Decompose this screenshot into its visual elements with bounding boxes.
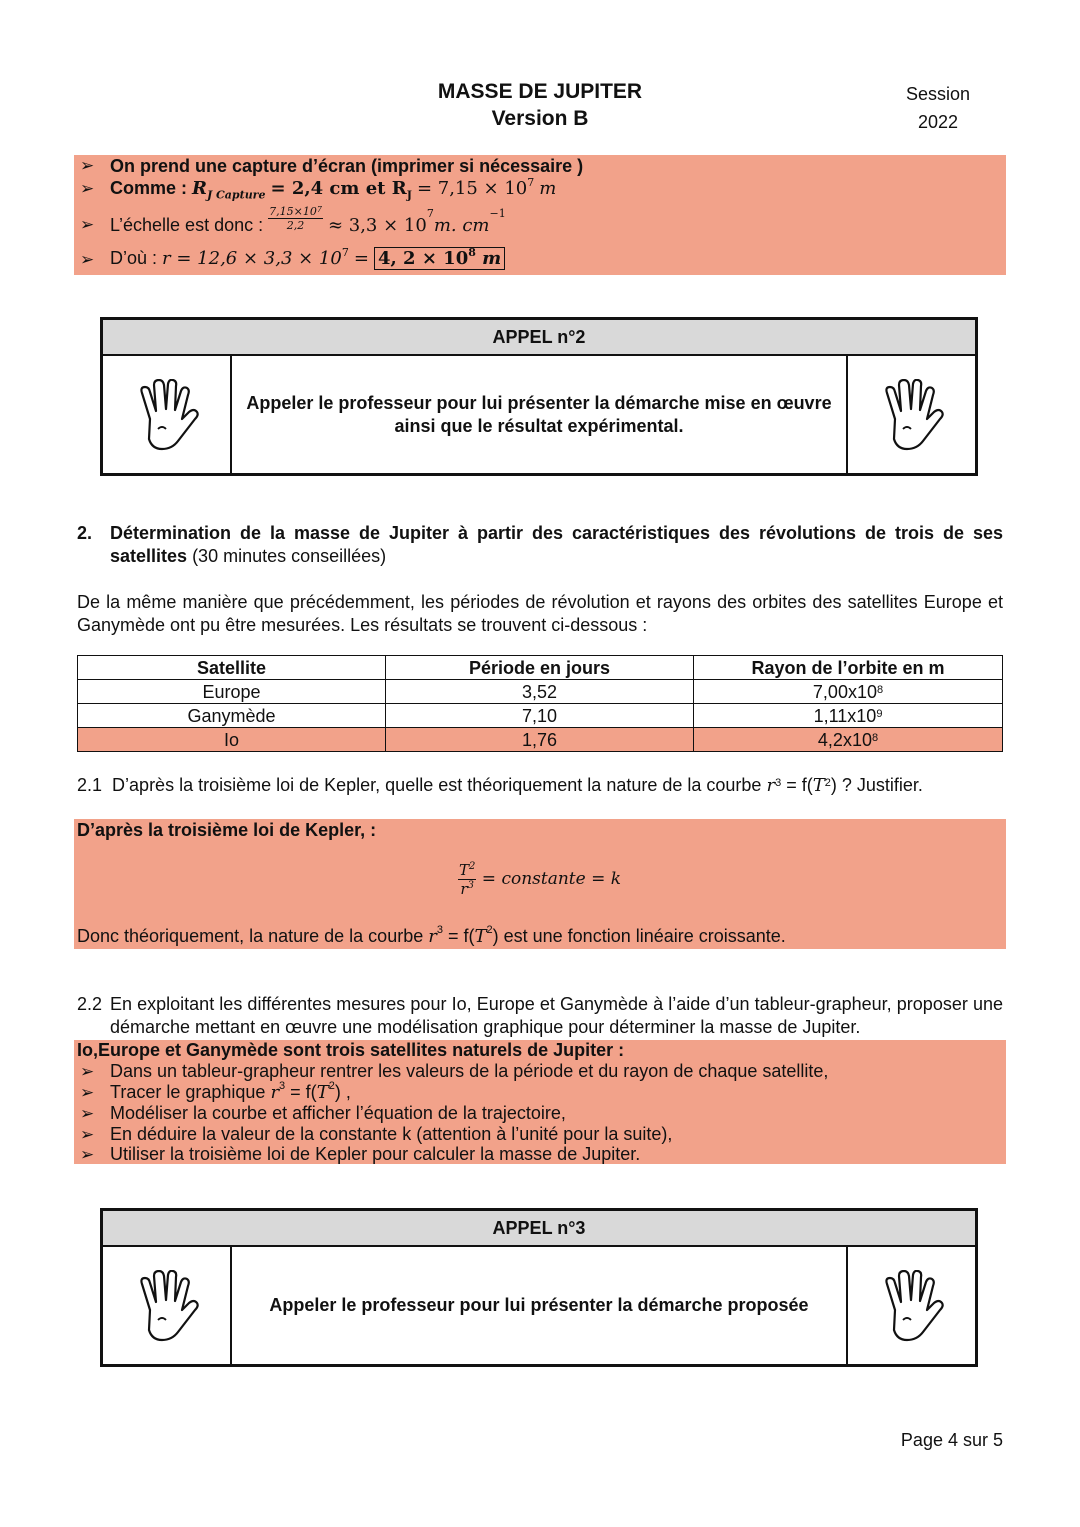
appel-2-box [100,317,978,476]
method-step: En déduire la valeur de la constante k (attention à l’unité pour la suite), [110,1124,673,1144]
section-number: 2. [77,523,93,543]
arrow-bullet-icon: ➢ [80,179,95,198]
answer-block-method [74,1040,1006,1164]
appel-2-title: APPEL n°2 [103,320,975,356]
column-header: Satellite [78,656,386,680]
table-header-row [78,656,1003,680]
hand-icon [879,1270,945,1342]
answer-line-2: Comme : $R_{J Capture} = 2,4$ cm et $R_J = 7,15 \times 10^7$ m [110,176,557,202]
answer-block-capture [74,155,1006,275]
answer-line-1: On prend une capture d’écran (imprimer si nécessaire ) [110,156,584,176]
column-header: Rayon de l’orbite en m [694,656,1003,680]
arrow-bullet-icon: ➢ [80,1104,95,1123]
cell-radius: $1,11x10^9$ [694,704,1003,728]
answer-heading: D’après la troisième loi de Kepler, : [77,820,377,840]
cell-satellite: Io [78,728,386,752]
section-2-intro: De la même manière que précédemment, les périodes de révolution et rayons des orbites des satellites Europe et Ganymède ont pu être mesurées. Les résultats se trouvent ci-dessous : [77,592,1003,635]
session-label: Session [905,84,971,104]
cell-period: 7,10 [386,704,694,728]
question-2-1: 2.1 D’après la troisième loi de Kepler, quelle est théoriquement la nature de la courbe $r^3 = f(T^2)$ ? Justifier. [77,775,923,796]
method-step: Utiliser la troisième loi de Kepler pour calculer la masse de Jupiter. [110,1144,641,1164]
answer-conclusion: Donc théoriquement, la nature de la courbe $r^3 = f(T^2)$ est une fonction linéaire croissante. [77,924,786,947]
arrow-bullet-icon: ➢ [80,215,95,234]
cell-satellite: Europe [78,680,386,704]
cell-period: 1,76 [386,728,694,752]
kepler-formula: $\frac{T^2}{r^3}$ = constante = k [459,861,622,898]
arrow-bullet-icon: ➢ [80,250,95,269]
appel-3-title: APPEL n°3 [103,1211,975,1247]
table-row [78,704,1003,728]
appel-2-right-cell [846,356,975,473]
appel-3-left-cell [103,1247,232,1364]
arrow-bullet-icon: ➢ [80,1083,95,1102]
question-2-2: 2.2 En exploitant les différentes mesures pour Io, Europe et Ganymède à l’aide d’un tableur-grapheur, proposer une démarche mettant en œuvre une modélisation graphique pour déterminer la masse de Jupiter. [77,994,1003,1037]
arrow-bullet-icon: ➢ [80,1145,95,1164]
cell-satellite: Ganymède [78,704,386,728]
answer-heading: Io,Europe et Ganymède sont trois satellites naturels de Jupiter : [77,1040,625,1060]
answer-line-3: L’échelle est donc : $\frac{7,15\times 10^7}{2,2}$ ≈ $3,3 \times 10^7m$. $cm^{-1}$ [110,205,506,237]
session-year: 2022 [917,112,959,132]
hand-icon [134,379,200,451]
page-subtitle: Version B [491,107,589,130]
cell-period: 3,52 [386,680,694,704]
method-step: Modéliser la courbe et afficher l’équation de la trajectoire, [110,1103,566,1123]
appel-3-text: Appeler le professeur pour lui présenter la démarche proposée [269,1295,809,1315]
table-row [78,680,1003,704]
answer-block-kepler [74,819,1006,949]
appel-3-box [100,1208,978,1367]
hand-icon [134,1270,200,1342]
cell-radius: $4,2x10^8$ [694,728,1003,752]
section-duration: (30 minutes conseillées) [192,546,387,566]
method-step: Tracer le graphique $r^3 = f(T^2)$ , [110,1080,351,1103]
page-title: MASSE DE JUPITER [437,80,643,103]
result-box: 4, $2 \times 10^8$ m [374,247,505,270]
arrow-bullet-icon: ➢ [80,156,95,175]
page-number: Page 4 sur 5 [900,1430,1003,1450]
section-2-heading [77,522,1003,568]
answer-line-4: D’où : $r = 12,6 \times 3,3 \times 10^7 = 4$, $2 \times 10^8$ m [110,248,505,269]
section-title: Détermination de la masse de Jupiter à partir des caractéristiques des révolutions de trois de ses satellites [110,523,1003,566]
table-row-highlighted [78,728,1003,752]
hand-icon [879,379,945,451]
appel-2-left-cell [103,356,232,473]
cell-radius: $7,00x10^8$ [694,680,1003,704]
arrow-bullet-icon: ➢ [80,1125,95,1144]
arrow-bullet-icon: ➢ [80,1062,95,1081]
appel-3-right-cell [846,1247,975,1364]
satellite-table [77,655,1003,752]
column-header: Période en jours [386,656,694,680]
method-step: Dans un tableur-grapheur rentrer les valeurs de la période et du rayon de chaque satellite, [110,1061,829,1081]
appel-2-text: Appeler le professeur pour lui présenter la démarche mise en œuvre ainsi que le résultat expérimental. [246,392,832,436]
session-info [880,80,996,136]
